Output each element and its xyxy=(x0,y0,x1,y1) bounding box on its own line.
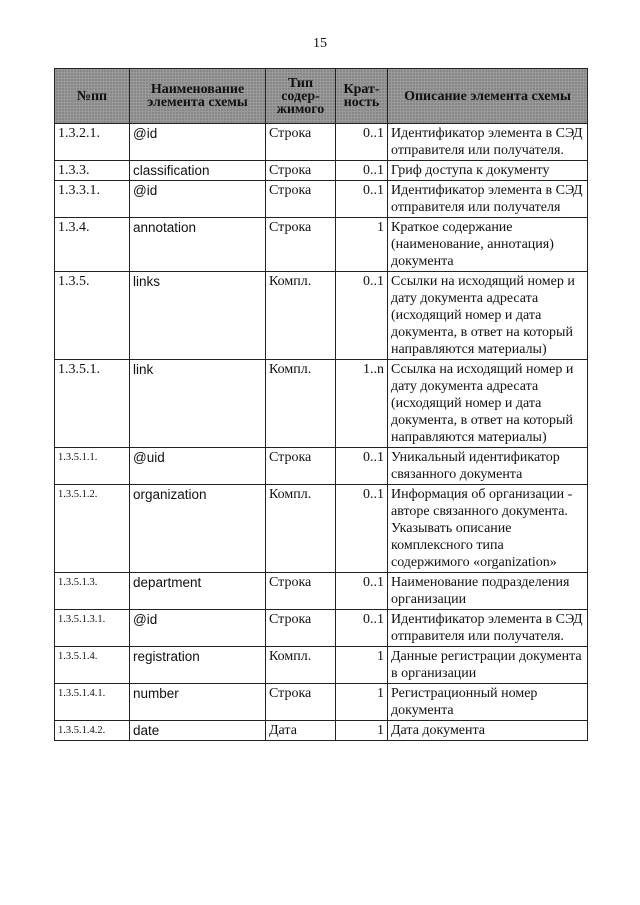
row-type: Строка xyxy=(266,181,336,218)
row-element-name: @id xyxy=(130,124,266,161)
row-type: Компл. xyxy=(266,485,336,573)
row-element-name: classification xyxy=(130,161,266,181)
row-number: 1.3.5.1.3. xyxy=(55,573,130,610)
row-description: Ссылка на исходящий номер и дату документа адресата (исходящий номер и дата документа, в ответ на который направляются материалы) xyxy=(388,360,588,448)
row-number: 1.3.5.1. xyxy=(55,360,130,448)
row-multiplicity: 0..1 xyxy=(336,124,388,161)
header-mult: Крат-ность xyxy=(336,69,388,124)
table-row xyxy=(55,272,588,360)
table-row xyxy=(55,721,588,741)
row-multiplicity: 0..1 xyxy=(336,448,388,485)
row-type: Компл. xyxy=(266,647,336,684)
row-number: 1.3.4. xyxy=(55,218,130,272)
row-number: 1.3.3. xyxy=(55,161,130,181)
row-number: 1.3.5.1.3.1. xyxy=(55,610,130,647)
table-row xyxy=(55,647,588,684)
row-type: Строка xyxy=(266,161,336,181)
table-row xyxy=(55,181,588,218)
table-row xyxy=(55,218,588,272)
row-multiplicity: 0..1 xyxy=(336,161,388,181)
row-type: Строка xyxy=(266,684,336,721)
table-row xyxy=(55,161,588,181)
row-number: 1.3.5.1.1. xyxy=(55,448,130,485)
row-number: 1.3.3.1. xyxy=(55,181,130,218)
row-description: Уникальный идентификатор связанного документа xyxy=(388,448,588,485)
row-description: Гриф доступа к документу xyxy=(388,161,588,181)
schema-table xyxy=(54,68,588,741)
table-row xyxy=(55,124,588,161)
row-number: 1.3.5.1.4.1. xyxy=(55,684,130,721)
row-type: Дата xyxy=(266,721,336,741)
row-type: Компл. xyxy=(266,272,336,360)
row-element-name: links xyxy=(130,272,266,360)
row-element-name: registration xyxy=(130,647,266,684)
row-multiplicity: 1 xyxy=(336,684,388,721)
table-row xyxy=(55,360,588,448)
header-name: Наименование элемента схемы xyxy=(130,69,266,124)
row-description: Идентификатор элемента в СЭД отправителя или получателя. xyxy=(388,124,588,161)
header-desc: Описание элемента схемы xyxy=(388,69,588,124)
table-row xyxy=(55,573,588,610)
row-element-name: organization xyxy=(130,485,266,573)
table-row xyxy=(55,610,588,647)
row-number: 1.3.5.1.4.2. xyxy=(55,721,130,741)
row-multiplicity: 1 xyxy=(336,647,388,684)
table-row xyxy=(55,684,588,721)
row-description: Ссылки на исходящий номер и дату документа адресата (исходящий номер и дата документа, в ответ на который направляются материалы) xyxy=(388,272,588,360)
row-element-name: date xyxy=(130,721,266,741)
header-num: №пп xyxy=(55,69,130,124)
row-multiplicity: 0..1 xyxy=(336,610,388,647)
row-type: Строка xyxy=(266,124,336,161)
row-element-name: department xyxy=(130,573,266,610)
row-type: Строка xyxy=(266,610,336,647)
row-number: 1.3.5. xyxy=(55,272,130,360)
row-element-name: annotation xyxy=(130,218,266,272)
row-multiplicity: 0..1 xyxy=(336,485,388,573)
row-description: Идентификатор элемента в СЭД отправителя или получателя. xyxy=(388,610,588,647)
row-multiplicity: 1 xyxy=(336,721,388,741)
row-description: Краткое содержание (наименование, аннотация) документа xyxy=(388,218,588,272)
row-description: Регистрационный номер документа xyxy=(388,684,588,721)
row-multiplicity: 0..1 xyxy=(336,573,388,610)
row-element-name: @uid xyxy=(130,448,266,485)
table-header-row xyxy=(55,69,588,124)
row-description: Данные регистрации документа в организации xyxy=(388,647,588,684)
row-element-name: @id xyxy=(130,181,266,218)
row-number: 1.3.5.1.2. xyxy=(55,485,130,573)
row-multiplicity: 0..1 xyxy=(336,181,388,218)
row-type: Строка xyxy=(266,573,336,610)
row-type: Строка xyxy=(266,218,336,272)
page-number: 15 xyxy=(313,36,327,51)
table-row xyxy=(55,448,588,485)
table-row xyxy=(55,485,588,573)
row-element-name: link xyxy=(130,360,266,448)
row-multiplicity: 0..1 xyxy=(336,272,388,360)
row-multiplicity: 1..n xyxy=(336,360,388,448)
row-multiplicity: 1 xyxy=(336,218,388,272)
row-description: Наименование подразделения организации xyxy=(388,573,588,610)
row-type: Компл. xyxy=(266,360,336,448)
row-element-name: @id xyxy=(130,610,266,647)
header-type: Тип содер-жимого xyxy=(266,69,336,124)
row-description: Идентификатор элемента в СЭД отправителя или получателя xyxy=(388,181,588,218)
row-description: Дата документа xyxy=(388,721,588,741)
row-element-name: number xyxy=(130,684,266,721)
row-number: 1.3.5.1.4. xyxy=(55,647,130,684)
row-type: Строка xyxy=(266,448,336,485)
row-number: 1.3.2.1. xyxy=(55,124,130,161)
row-description: Информация об организации - авторе связанного документа. Указывать описание комплексного типа содержимого «organization» xyxy=(388,485,588,573)
